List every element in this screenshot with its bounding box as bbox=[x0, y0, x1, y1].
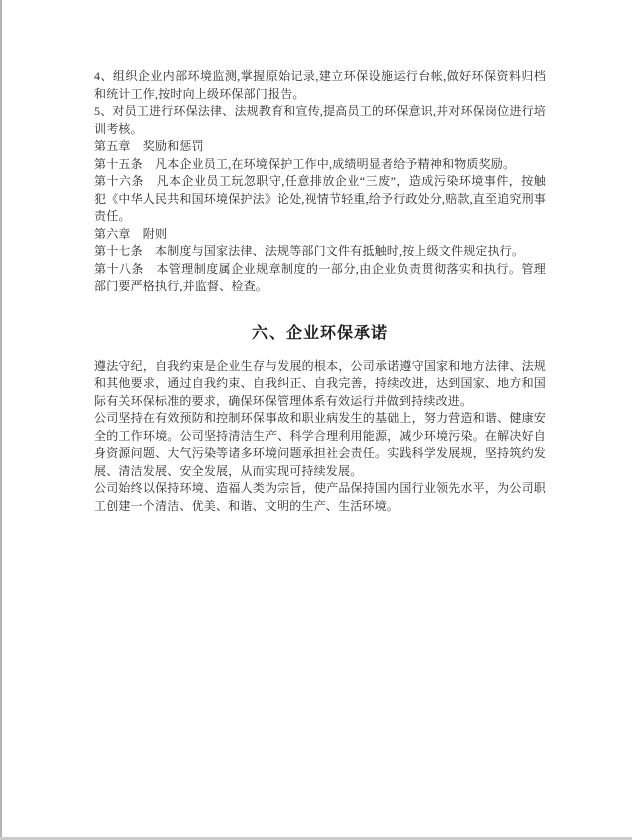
commitment-paragraph-3: 公司始终以保持环境、造福人类为宗旨，使产品保持国内国行业领先水平，为公司职工创建一个清洁、优美、和谐、文明的生产、生活环境。 bbox=[94, 481, 546, 513]
body-line-item-4: 4、组织企业内部环境监测,掌握原始记录,建立环保设施运行台帐,做好环保资料归档和统计工作,按时向上级环保部门报告。 bbox=[94, 69, 546, 101]
article-17: 第十七条 本制度与国家法律、法规等部门文件有抵触时,按上级文件规定执行。 bbox=[94, 244, 525, 258]
chapter-5-title: 第五章 奖励和惩罚 bbox=[94, 139, 204, 153]
commitment-paragraph-1: 遵法守纪，自我约束是企业生存与发展的根本，公司承诺遵守国家和地方法律、法规和其他要求，通过自我约束、自我纠正、自我完善，持续改进，达到国家、地方和国际有关环保标准的要求，确保环保管理体系有效运行并做到持续改进。 bbox=[94, 358, 546, 408]
body-line-item-5: 5、对员工进行环保法律、法规教育和宣传,提高员工的环保意识,并对环保岗位进行培训考核。 bbox=[94, 104, 546, 136]
commitment-paragraph-2: 公司坚持在有效预防和控制环保事故和职业病发生的基础上，努力营造和谐、健康安全的工作环境。公司坚持清洁生产、科学合理利用能源，减少环境污染。在解决好自身资源问题、大气污染等诸多环境问题承担社会责任。实践科学发展规，坚持筑约发展、清洁发展、安全发展，从而实现可持续发展。 bbox=[94, 411, 546, 478]
page-left-edge-line bbox=[0, 0, 2, 840]
chapter-6-title: 第六章 附则 bbox=[94, 226, 168, 241]
article-18: 第十八条 本管理制度属企业规章制度的一部分,由企业负责贯彻落实和执行。管理部门要严格执行,并监督、检查。 bbox=[94, 261, 546, 293]
document-text-block bbox=[94, 68, 546, 515]
article-15: 第十五条 凡本企业员工,在环境保护工作中,成绩明显者给予精神和物质奖励。 bbox=[94, 156, 516, 171]
article-16: 第十六条 凡本企业员工玩忽职守,任意排放企业“三废”，造成污染环境事件，按触犯《中华人民共和国环境保护法》论处,视情节轻重,给予行政处分,赔款,直至追究刑事责任。 bbox=[94, 174, 547, 223]
section-heading: 六、企业环保承诺 bbox=[251, 324, 388, 342]
